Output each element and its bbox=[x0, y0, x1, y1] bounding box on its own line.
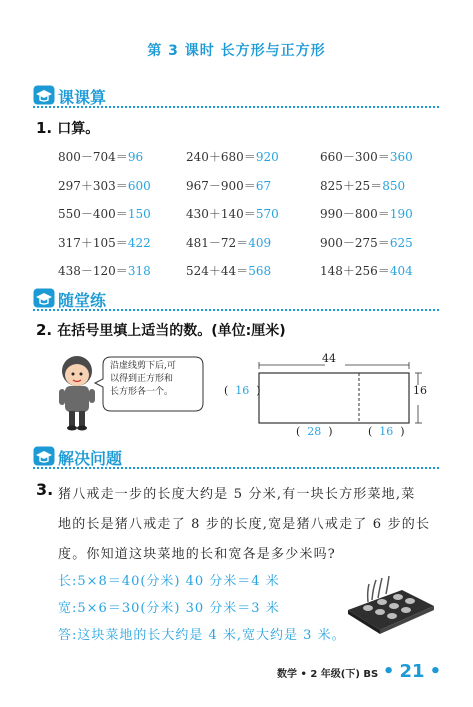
graduation-cap-icon bbox=[33, 288, 55, 308]
calc-answer: 360 bbox=[389, 150, 413, 164]
graduation-cap-icon bbox=[33, 446, 55, 466]
calc-expression: 317＋105＝ bbox=[58, 235, 128, 250]
calc-expression: 967－900＝ bbox=[186, 178, 256, 193]
calc-item bbox=[58, 234, 151, 251]
calc-item bbox=[58, 262, 151, 279]
page-number: 21 bbox=[399, 661, 425, 682]
section-label: 课课算 bbox=[58, 88, 107, 107]
bottom-right-answer-blank: ( 16 ) bbox=[368, 425, 405, 438]
calc-expression: 550－400＝ bbox=[58, 207, 128, 221]
bottom-right-answer-value: 16 bbox=[379, 425, 394, 438]
question-3-number: 3. bbox=[36, 480, 54, 499]
calc-expression: 297＋303＝ bbox=[58, 178, 128, 193]
section-label: 随堂练 bbox=[58, 291, 107, 310]
calc-item bbox=[320, 148, 413, 165]
calc-answer: 67 bbox=[255, 178, 272, 193]
calc-item bbox=[186, 177, 271, 194]
section-divider bbox=[33, 467, 439, 469]
question-text: 在括号里填上适当的数。(单位:厘米) bbox=[57, 323, 286, 339]
calc-expression: 825＋25＝ bbox=[320, 178, 383, 193]
calc-item bbox=[58, 177, 151, 194]
calc-item bbox=[58, 148, 143, 165]
calc-answer: 409 bbox=[248, 235, 272, 250]
speech-bubble-text bbox=[110, 360, 210, 399]
section-header-kekesuan bbox=[33, 85, 439, 107]
rectangle-diagram bbox=[259, 362, 422, 423]
calc-expression: 438－120＝ bbox=[58, 264, 128, 278]
calc-item bbox=[320, 177, 405, 194]
calc-expression: 990－800＝ bbox=[320, 207, 390, 221]
question-2-prompt bbox=[36, 320, 286, 340]
answer-length-line: 长:5×8＝40(分米) 40 分米＝4 米 bbox=[58, 574, 280, 589]
calc-expression: 481－72＝ bbox=[186, 235, 249, 250]
speech-line: 以得到正方形和 bbox=[110, 374, 174, 384]
question-3-line-3: 度。你知道这块菜地的长和宽各是多少米吗? bbox=[58, 547, 336, 562]
calc-answer: 422 bbox=[127, 235, 151, 250]
section-divider bbox=[33, 106, 439, 108]
left-answer-blank: ( 16 ) bbox=[224, 384, 261, 397]
section-label: 解决问题 bbox=[58, 449, 123, 468]
calc-answer: 568 bbox=[248, 264, 272, 278]
page-number-badge: • 21 • bbox=[382, 661, 442, 682]
question-text: 口算。 bbox=[57, 121, 100, 137]
calc-expression: 800－704＝ bbox=[58, 150, 128, 164]
final-answer-line: 答:这块菜地的长大约是 4 米,宽大约是 3 米。 bbox=[58, 628, 346, 643]
footer-book-info: 数学 • 2 年级(下) BS bbox=[277, 669, 379, 680]
question-3-line-1: 猪八戒走一步的长度大约是 5 分米,有一块长方形菜地,菜 bbox=[58, 487, 416, 502]
calc-item bbox=[58, 205, 151, 222]
left-answer-value: 16 bbox=[235, 384, 250, 397]
top-length-label: 44 bbox=[322, 352, 336, 365]
calc-answer: 150 bbox=[127, 207, 151, 221]
calc-expression: 900－275＝ bbox=[320, 235, 390, 250]
child-cartoon-icon bbox=[59, 356, 95, 431]
calc-expression: 430＋140＝ bbox=[186, 207, 256, 221]
answer-width-line: 宽:5×6＝30(分米) 30 分米＝3 米 bbox=[58, 601, 280, 616]
section-header-suitanglian bbox=[33, 288, 439, 310]
calc-expression: 240＋680＝ bbox=[186, 150, 256, 164]
calc-item bbox=[186, 262, 271, 279]
calc-expression: 524＋44＝ bbox=[186, 264, 249, 278]
calc-expression: 660－300＝ bbox=[320, 150, 390, 164]
calc-answer: 570 bbox=[255, 207, 279, 221]
graduation-cap-icon bbox=[33, 85, 55, 105]
calc-item bbox=[320, 234, 413, 251]
calc-item bbox=[186, 205, 279, 222]
calc-item bbox=[320, 262, 413, 279]
speech-line: 长方形各一个。 bbox=[110, 387, 174, 397]
section-header-jiejuewenti bbox=[33, 446, 439, 468]
lesson-title: 第 3 课时 长方形与正方形 bbox=[147, 43, 326, 59]
calc-answer: 404 bbox=[389, 264, 413, 278]
question-number: 2. bbox=[36, 321, 53, 339]
calc-answer: 96 bbox=[127, 150, 144, 164]
calc-expression: 148＋256＝ bbox=[320, 264, 390, 278]
calc-answer: 850 bbox=[382, 178, 406, 193]
calc-item bbox=[320, 205, 413, 222]
calc-item bbox=[186, 148, 279, 165]
question-3-line-2: 地的长是猪八戒走了 8 步的长度,宽是猪八戒走了 6 步的长 bbox=[58, 517, 431, 532]
calc-answer: 600 bbox=[127, 178, 151, 193]
calc-answer: 920 bbox=[255, 150, 279, 164]
calc-answer: 318 bbox=[127, 264, 151, 278]
speech-line: 沿虚线剪下后,可 bbox=[110, 361, 176, 371]
vegetable-garden-illustration bbox=[342, 570, 437, 636]
right-length-label: 16 bbox=[413, 384, 427, 397]
calc-answer: 190 bbox=[389, 207, 413, 221]
bottom-left-answer-value: 28 bbox=[307, 425, 322, 438]
question-number: 1. bbox=[36, 119, 53, 137]
calc-answer: 625 bbox=[389, 235, 413, 250]
question-1-prompt bbox=[36, 118, 99, 138]
section-divider bbox=[33, 309, 439, 311]
calc-item bbox=[186, 234, 271, 251]
bottom-left-answer-blank: ( 28 ) bbox=[296, 425, 333, 438]
